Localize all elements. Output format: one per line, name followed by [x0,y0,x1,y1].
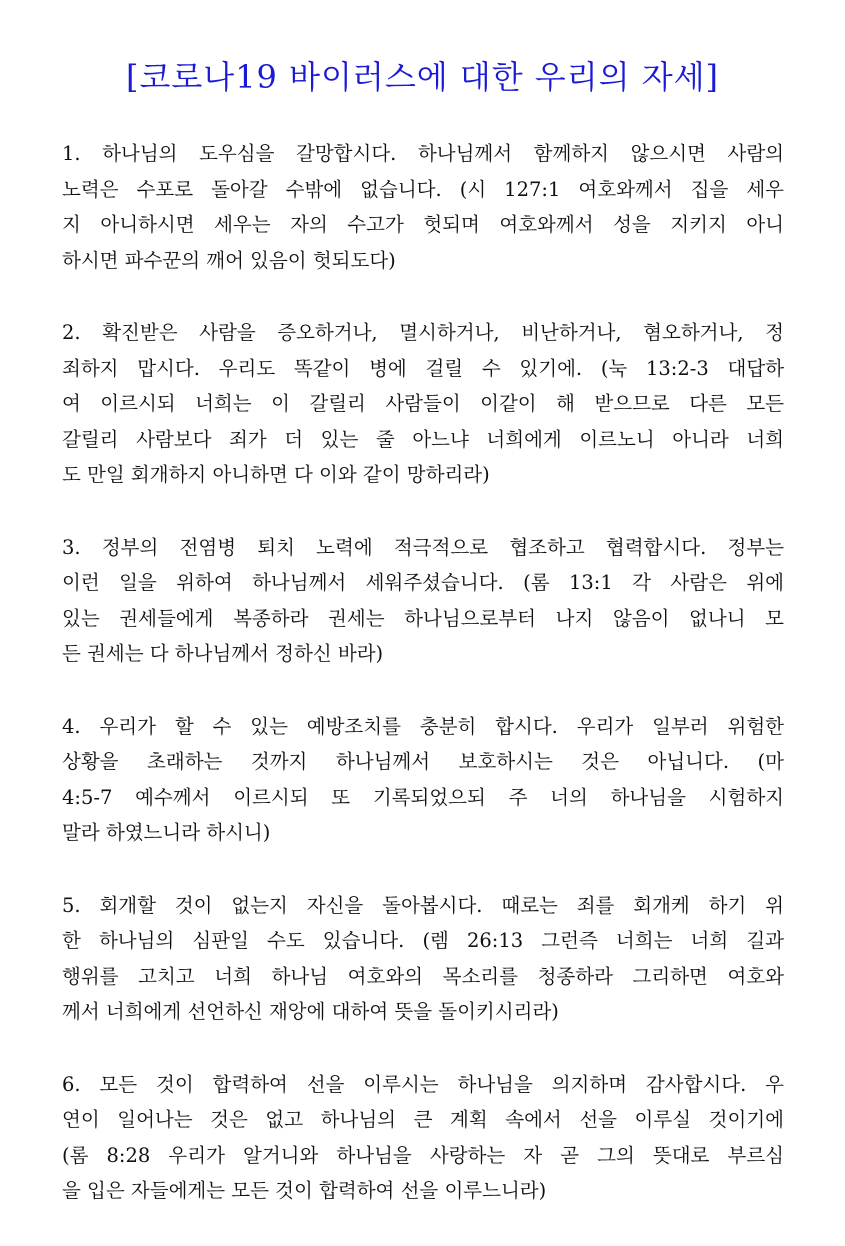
section-3-line-2: 이런 일을 위하여 하나님께서 세워주셨습니다. (롬 13:1 각 사람은 위에 [62,571,784,594]
section-4-line-4: 말라 하였느니라 하시니) [62,821,271,844]
section-4-line-1: 4. 우리가 할 수 있는 예방조치를 충분히 합시다. 우리가 일부러 위험한 [62,714,784,738]
section-4 [62,709,784,851]
section-2-line-4: 갈릴리 사람보다 죄가 더 있는 줄 아느냐 너희에게 이르노니 아니라 너희 [62,427,784,451]
section-6-line-4: 을 입은 자들에게는 모든 것이 합력하여 선을 이루느니라) [62,1179,547,1202]
section-3-line-3: 있는 권세들에게 복종하라 권세는 하나님으로부터 나지 않음이 없나니 모 [62,606,784,630]
section-2-line-3: 여 이르시되 너희는 이 갈릴리 사람들이 이같이 해 받으므로 다른 모든 [62,392,784,415]
section-5-line-1: 5. 회개할 것이 없는지 자신을 돌아봅시다. 때로는 죄를 회개케 하기 위 [62,893,784,917]
section-2 [62,315,784,493]
section-6-line-1: 6. 모든 것이 합력하여 선을 이루시는 하나님을 의지하며 감사합시다. 우 [62,1072,784,1096]
section-1-line-2: 노력은 수포로 돌아갈 수밖에 없습니다. (시 127:1 여호와께서 집을 세우 [62,177,784,201]
section-3-line-4: 든 권세는 다 하나님께서 정하신 바라) [62,642,384,665]
section-4-line-3: 4:5-7 예수께서 이르시되 또 기록되었으되 주 너의 하나님을 시험하지 [62,785,784,809]
section-2-line-5: 도 만일 회개하지 아니하면 다 이와 같이 망하리라) [62,463,490,486]
section-3-line-1: 3. 정부의 전염병 퇴치 노력에 적극적으로 협조하고 협력합시다. 정부는 [62,535,784,559]
section-2-line-1: 2. 확진받은 사람을 증오하거나, 멸시하거나, 비난하거나, 혐오하거나, 정 [62,321,784,344]
section-1 [62,136,784,278]
sections-container [62,136,784,1246]
section-6 [62,1067,784,1209]
section-5-line-4: 께서 너희에게 선언하신 재앙에 대하여 뜻을 돌이키시리라) [62,1000,559,1023]
document-title: [코로나19 바이러스에 대한 우리의 자세] [125,58,720,96]
section-5 [62,888,784,1030]
section-1-line-3: 지 아니하시면 세우는 자의 수고가 헛되며 여호와께서 성을 지키지 아니 [62,213,784,236]
section-5-line-2: 한 하나님의 심판일 수도 있습니다. (렘 26:13 그런즉 너희는 너희 길과 [62,929,784,952]
section-5-line-3: 행위를 고치고 너희 하나님 여호와의 목소리를 청종하라 그리하면 여호와 [62,964,784,988]
section-4-line-2: 상황을 초래하는 것까지 하나님께서 보호하시는 것은 아닙니다. (마 [62,750,784,773]
section-3 [62,530,784,672]
section-6-line-2: 연이 일어나는 것은 없고 하나님의 큰 계획 속에서 선을 이루실 것이기에 [62,1108,784,1131]
section-1-line-4: 하시면 파수꾼의 깨어 있음이 헛되도다) [62,248,396,272]
section-2-line-2: 죄하지 맙시다. 우리도 똑같이 병에 걸릴 수 있기에. (눅 13:2-3 대답하 [62,356,784,380]
section-6-line-3: (롬 8:28 우리가 알거니와 하나님을 사랑하는 자 곧 그의 뜻대로 부르심 [62,1143,784,1167]
section-1-line-1: 1. 하나님의 도우심을 갈망합시다. 하나님께서 함께하지 않으시면 사람의 [62,142,784,165]
